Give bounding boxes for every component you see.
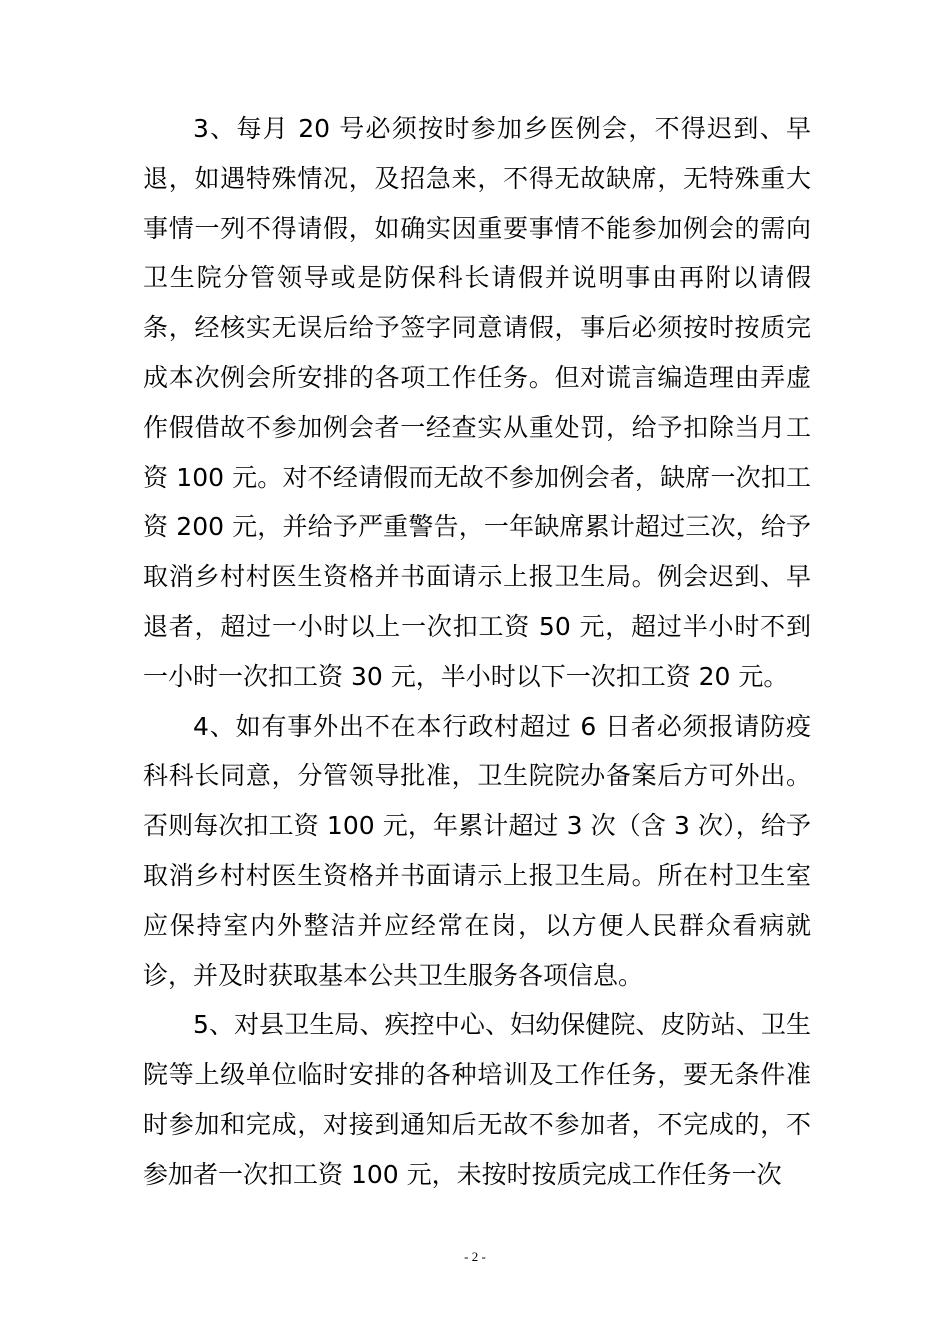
paragraph-item-3: 3、每月 20 号必须按时参加乡医例会，不得迟到、早退，如遇特殊情况，及招急来，不得无故缺席，无特殊重大事情一列不得请假，如确实因重要事情不能参加例会的需向卫生院分管领导或是防保科长请假并说明事由再附以请假条，经核实无误后给予签字同意请假，事后必须按时按质完成本次例会所安排的各项工作任务。但对谎言编造理由弄虚作假借故不参加例会者一经查实从重处罚，给予扣除当月工资 100 元。对不经请假而无故不参加例会者，缺席一次扣工资 200 元，并给予严重警告，一年缺席累计超过三次，给予取消乡村村医生资格并书面请示上报卫生局。例会迟到、早退者，超过一小时以上一次扣工资 50 元，超过半小时不到一小时一次扣工资 30 元，半小时以下一次扣工资 20 元。 — [143, 114, 811, 691]
paragraph-item-5: 5、对县卫生局、疾控中心、妇幼保健院、皮防站、卫生院等上级单位临时安排的各种培训及工作任务，要无条件准时参加和完成，对接到通知后无故不参加者，不完成的，不参加者一次扣工资 100 元，未按时按质完成工作任务一次 — [143, 1010, 811, 1189]
page-number: - 2 - — [464, 1249, 486, 1264]
paragraph-item-4: 4、如有事外出不在本行政村超过 6 日者必须报请防疫科科长同意，分管领导批准，卫生院院办备案后方可外出。否则每次扣工资 100 元，年累计超过 3 次（含 3 次），给予取消乡村村医生资格并书面请示上报卫生局。所在村卫生室应保持室内外整洁并应经常在岗，以方便人民群众看病就诊，并及时获取基本公共卫生服务各项信息。 — [143, 711, 811, 990]
document-body — [143, 104, 811, 1200]
